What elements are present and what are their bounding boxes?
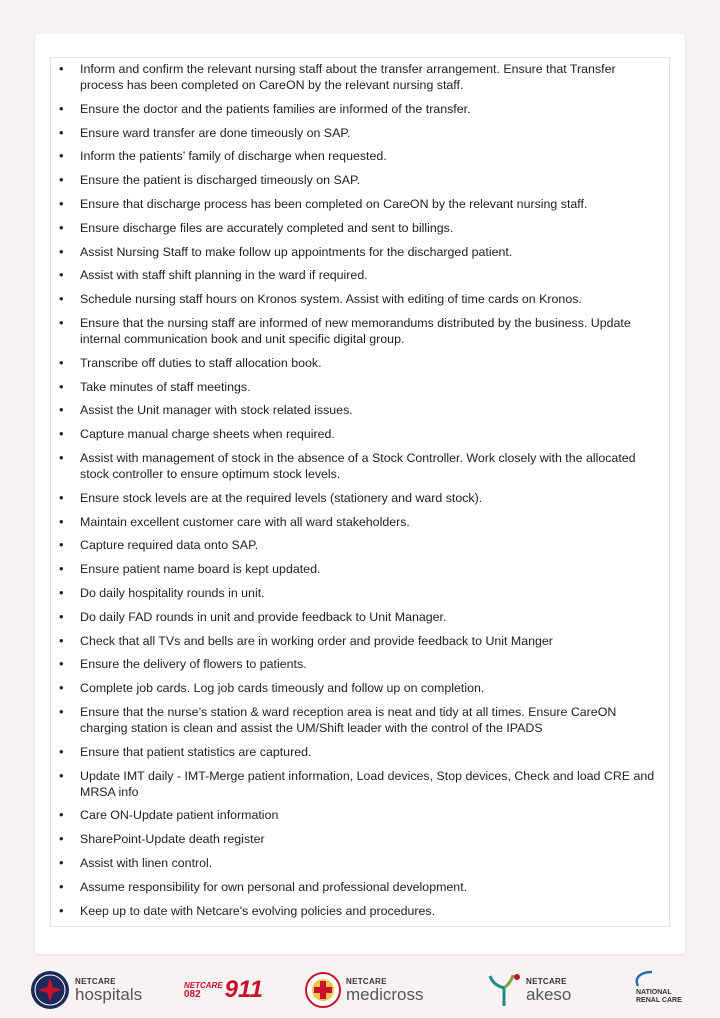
- brand-label: NETCARE: [184, 980, 223, 990]
- renal-emblem-icon: [632, 970, 656, 988]
- national-renal-care-logo: [630, 968, 682, 1012]
- list-item: • Ensure that the nurse’s station & ward reception area is neat and tidy at all times. Ensure CareON charging station is clean and assist the UM/Shift leader with the control of the IPADS: [51, 704, 669, 736]
- list-item: • Ensure discharge files are accurately completed and sent to billings.: [51, 220, 669, 236]
- brand-name: 911: [224, 976, 263, 1003]
- list-item: • Check that all TVs and bells are in working order and provide feedback to Unit Manger: [51, 633, 669, 649]
- brand-name: hospitals: [75, 984, 143, 1004]
- netcare-medicross-logo: [305, 968, 423, 1012]
- list-item: • Inform and confirm the relevant nursing staff about the transfer arrangement. Ensure that Transfer process has been completed on CareON by the relevant nursing staff.: [51, 61, 669, 93]
- brand-label: NETCARE: [346, 976, 387, 986]
- list-item: • Do daily FAD rounds in unit and provide feedback to Unit Manager.: [51, 609, 669, 625]
- brand-label: NETCARE: [526, 976, 567, 986]
- list-item: • Keep up to date with Netcare's evolving policies and procedures.: [51, 903, 669, 919]
- list-item: • Assist the Unit manager with stock related issues.: [51, 402, 669, 418]
- list-item: • Update IMT daily - IMT-Merge patient information, Load devices, Stop devices, Check and load CRE and MRSA info: [51, 768, 669, 800]
- footer-logos: [0, 962, 720, 1018]
- brand-name: akeso: [526, 984, 572, 1004]
- list-item: • Complete job cards. Log job cards timeously and follow up on completion.: [51, 680, 669, 696]
- list-item: • Capture required data onto SAP.: [51, 537, 669, 553]
- document-page: [35, 34, 685, 954]
- list-item: • Ensure the patient is discharged timeously on SAP.: [51, 172, 669, 188]
- list-item: • Maintain excellent customer care with all ward stakeholders.: [51, 514, 669, 530]
- duties-frame: [50, 57, 670, 927]
- list-item: • Ensure that patient statistics are captured.: [51, 744, 669, 760]
- list-item: • Care ON-Update patient information: [51, 807, 669, 823]
- brand-name: medicross: [346, 984, 424, 1004]
- brand-label: NETCARE: [75, 976, 116, 986]
- akeso-emblem-icon: [487, 972, 521, 1008]
- list-item: • Inform the patients’ family of discharge when requested.: [51, 148, 669, 164]
- list-item: • Ensure the delivery of flowers to patients.: [51, 656, 669, 672]
- list-item: • SharePoint-Update death register: [51, 831, 669, 847]
- list-item: • Capture manual charge sheets when required.: [51, 426, 669, 442]
- netcare-akeso-logo: [487, 968, 571, 1012]
- list-item: • Assist with linen control.: [51, 855, 669, 871]
- list-item: • Ensure that discharge process has been completed on CareON by the relevant nursing staff.: [51, 196, 669, 212]
- list-item: • Assume responsibility for own personal and professional development.: [51, 879, 669, 895]
- list-item: • Assist with management of stock in the absence of a Stock Controller. Work closely with the allocated stock controller to ensure optimum stock levels.: [51, 450, 669, 482]
- list-item: • Assist Nursing Staff to make follow up appointments for the discharged patient.: [51, 244, 669, 260]
- netcare-911-logo: [184, 968, 263, 1012]
- list-item: • Transcribe off duties to staff allocation book.: [51, 355, 669, 371]
- list-item: • Take minutes of staff meetings.: [51, 379, 669, 395]
- list-item: • Do daily hospitality rounds in unit.: [51, 585, 669, 601]
- list-item: • Ensure that the nursing staff are informed of new memorandums distributed by the business. Update internal communication book and unit specific digital group.: [51, 315, 669, 347]
- brand-number: 082: [184, 988, 201, 1000]
- list-item: • Ensure stock levels are at the required levels (stationery and ward stock).: [51, 490, 669, 506]
- netcare-hospitals-logo: [30, 968, 142, 1012]
- list-item: • Ensure ward transfer are done timeously on SAP.: [51, 125, 669, 141]
- list-item: • Assist with staff shift planning in the ward if required.: [51, 267, 669, 283]
- medicross-emblem-icon: [305, 972, 341, 1008]
- brand-line-2: RENAL CARE: [636, 997, 682, 1004]
- list-item: • Ensure the doctor and the patients families are informed of the transfer.: [51, 101, 669, 117]
- list-item: • Ensure patient name board is kept updated.: [51, 561, 669, 577]
- netcare-emblem-icon: [30, 970, 70, 1010]
- list-item: • Schedule nursing staff hours on Kronos system. Assist with editing of time cards on Kronos.: [51, 291, 669, 307]
- brand-line-1: NATIONAL: [636, 989, 672, 996]
- duties-list: [51, 61, 669, 926]
